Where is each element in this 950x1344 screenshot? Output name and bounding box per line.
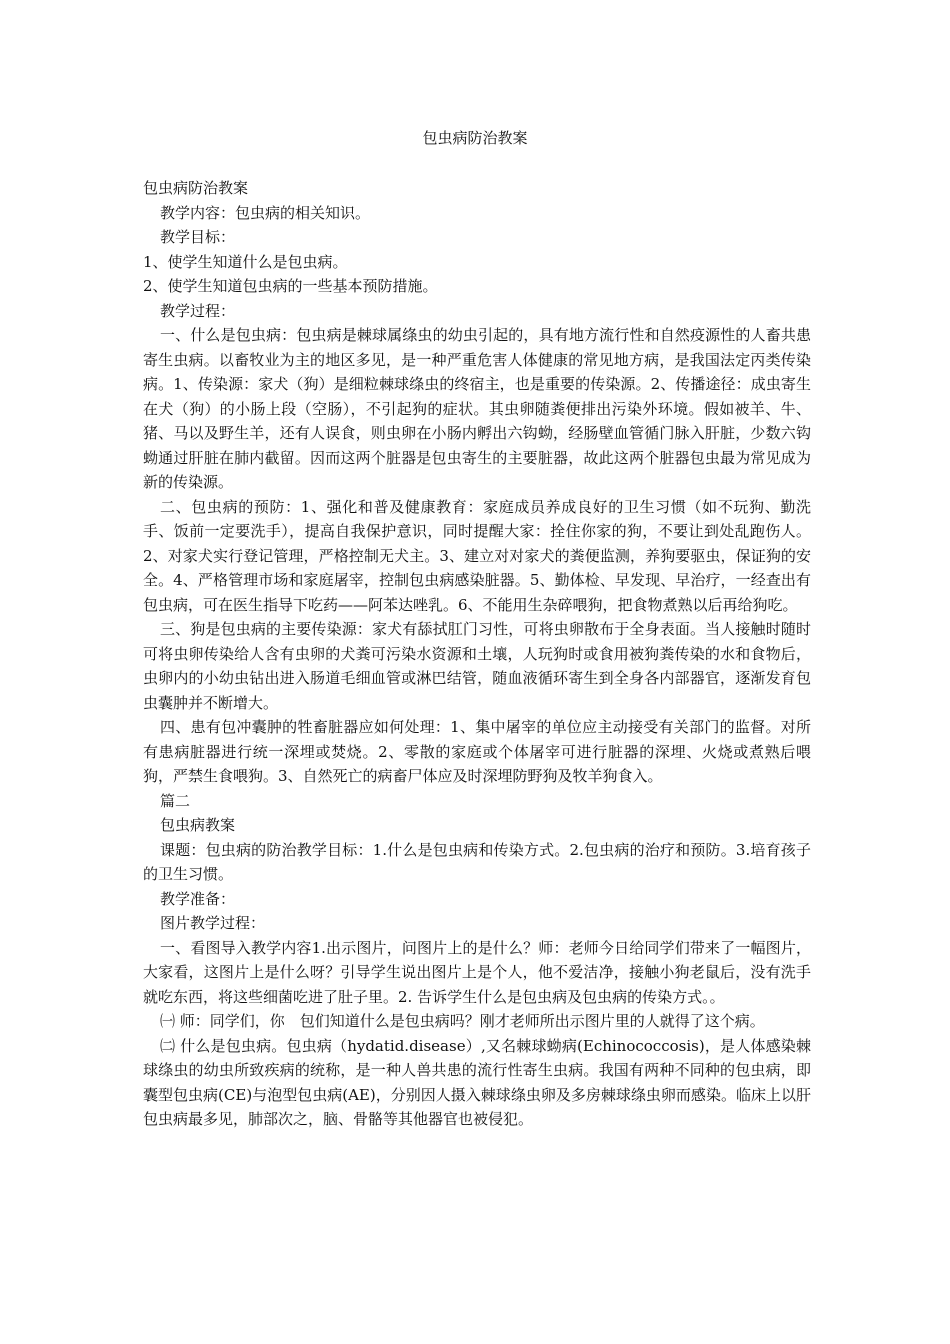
paragraph: 二、包虫病的预防：1、强化和普及健康教育：家庭成员养成良好的卫生习惯（如不玩狗、勤洗手、饭前一定要洗手），提高自我保护意识，同时提醒大家：拴住你家的狗，不要让到处乱跑伤人。2、对家犬实行登记管理，严格控制无犬主。3、建立对对家犬的粪便监测，养狗要驱虫，保证狗的安全。4、严格管理市场和家庭屠宰，控制包虫病感染脏器。5、勤体检、早发现、早治疗，一经查出有包虫病，可在医生指导下吃药——阿苯达唑乳。6、不能用生杂碎喂狗，把食物煮熟以后再给狗吃。 <box>143 497 811 614</box>
document-body <box>143 176 811 1132</box>
paragraph: 教学过程： <box>160 301 236 320</box>
paragraph: 一、什么是包虫病：包虫病是棘球属绦虫的幼虫引起的，具有地方流行性和自然疫源性的人畜共患寄生虫病。以畜牧业为主的地区多见，是一种严重危害人体健康的常见地方病，是我国法定丙类传染病。1、传染源：家犬（狗）是细粒棘球绦虫的终宿主，也是重要的传染源。2、传播途径：成虫寄生在犬（狗）的小肠上段（空肠），不引起狗的症状。其虫卵随粪便排出污染外环境。假如被羊、牛、猪、马以及野生羊，还有人误食，则虫卵在小肠内孵出六钩蚴，经肠壁血管循门脉入肝脏，少数六钩蚴通过肝脏在肺内截留。因而这两个脏器是包虫寄生的主要脏器，故此这两个脏器包虫最为常见成为新的传染源。 <box>143 326 811 491</box>
paragraph: 图片教学过程： <box>160 914 266 932</box>
paragraph-heading: 包虫病防治教案 <box>143 179 249 197</box>
paragraph: 包虫病教案 <box>160 816 236 834</box>
paragraph: 四、患有包冲囊肿的牲畜脏器应如何处理：1、集中屠宰的单位应主动接受有关部门的监督。对所有患病脏器进行统一深埋或焚烧。2、零散的家庭或个体屠宰可进行脏器的深埋、火烧或煮熟后喂狗，严禁生食喂狗。3、自然死亡的病畜尸体应及时深埋防野狗及牧羊狗食入。 <box>143 718 811 785</box>
document-title: 包虫病防治教案 <box>422 129 528 147</box>
paragraph: 教学内容：包虫病的相关知识。 <box>160 203 371 222</box>
paragraph: ㈡ 什么是包虫病。包虫病（hydatid.disease）,又名棘球蚴病(Echinococcosis)，是人体感染棘球绦虫的幼虫所致疾病的统称，是一种人兽共患的流行性寄生虫病。我国有两种不同种的包虫病，即囊型包虫病(CE)与泡型包虫病(AE)，分别因人摄入棘球绦虫卵及多房棘球绦虫卵而感染。临床上以肝包虫病最多见，肺部次之，脑、骨骼等其他器官也被侵犯。 <box>143 1036 811 1128</box>
paragraph: 课题：包虫病的防治教学目标：1.什么是包虫病和传染方式。2.包虫病的治疗和预防。3.培育孩子的卫生习惯。 <box>143 840 811 883</box>
paragraph: 一、看图导入教学内容1.出示图片，问图片上的是什么？师：老师今日给同学们带来了一幅图片，大家看，这图片上是什么呀？引导学生说出图片上是个人，他不爱洁净，接触小狗老鼠后，没有洗手就吃东西，将这些细菌吃进了肚子里。2. 告诉学生什么是包虫病及包虫病的传染方式。。 <box>143 938 811 1006</box>
paragraph: 1、使学生知道什么是包虫病。 <box>143 252 348 271</box>
paragraph: 教学准备： <box>160 889 236 908</box>
paragraph: 篇二 <box>160 791 191 810</box>
paragraph: 教学目标： <box>160 228 236 246</box>
paragraph: 三、狗是包虫病的主要传染源：家犬有舔拭肛门习性，可将虫卵散布于全身表面。当人接触时随时可将虫卵传染给人含有虫卵的犬粪可污染水资源和土壤，人玩狗时或食用被狗粪传染的水和食物后，虫卵内的小幼虫钻出进入肠道毛细血管或淋巴结管，随血液循环寄生到全身各内部器官，逐渐发育包虫囊肿并不断增大。 <box>143 620 811 712</box>
paragraph: 2、使学生知道包虫病的一些基本预防措施。 <box>143 277 438 295</box>
paragraph: ㈠ 师：同学们，你 包们知道什么是包虫病吗？刚才老师所出示图片里的人就得了这个病。 <box>160 1012 765 1030</box>
